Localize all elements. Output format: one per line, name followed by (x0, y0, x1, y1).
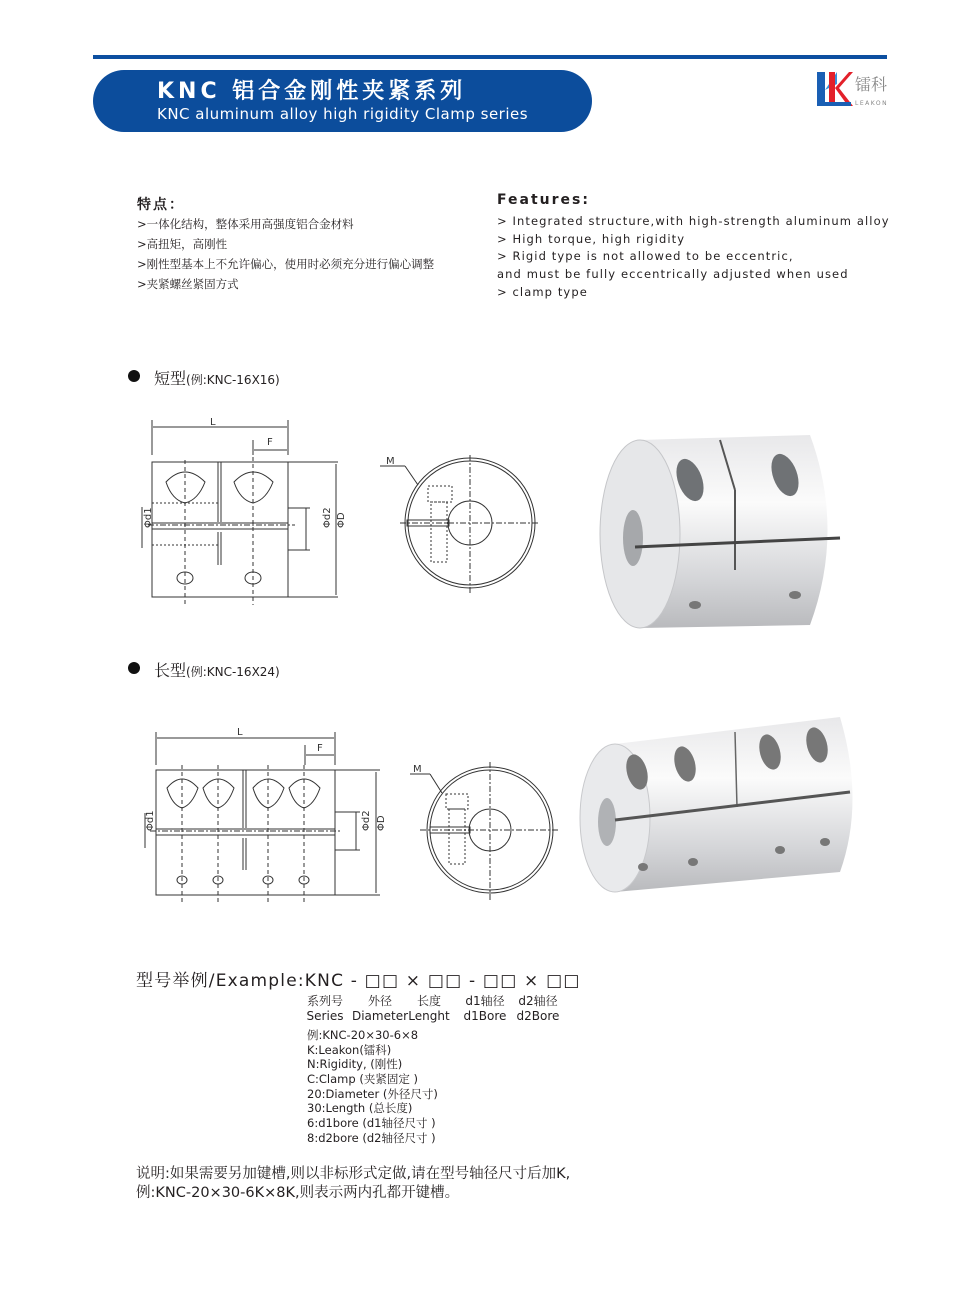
long-coupling-photo (575, 712, 860, 902)
page-subtitle: KNC aluminum alloy high rigidity Clamp series (157, 105, 529, 123)
example-column: 长度 Lenght (408, 994, 450, 1023)
top-rule (93, 55, 887, 59)
note-line: 说明:如果需要另加键槽,则以非标形式定做,请在型号轴径尺寸后加K, (136, 1166, 571, 1182)
svg-text:ΦD: ΦD (376, 815, 387, 831)
example-column: 外径 Diameter (351, 994, 409, 1023)
page-title: KNC 铝合金刚性夹紧系列 (157, 79, 467, 104)
bullet-icon (128, 370, 140, 382)
short-type-drawing (120, 410, 560, 610)
example-item: K:Leakon(镭科) (307, 1043, 392, 1057)
feature-cn-item: >一体化结构，整体采用高强度铝合金材料 (137, 217, 354, 231)
feature-cn-item: >高扭矩，高刚性 (137, 237, 228, 251)
svg-text:ΦD: ΦD (336, 512, 347, 528)
feature-en-item: > High torque, high rigidity (497, 232, 686, 246)
example-item: 例:KNC-20×30-6×8 (307, 1028, 419, 1042)
example-item: 20:Diameter (外径尺寸) (307, 1087, 438, 1101)
example-item: 8:d2bore (d2轴径尺寸 ) (307, 1131, 436, 1145)
bullet-icon (128, 662, 140, 674)
features-cn-title: 特点： (137, 197, 185, 213)
example-item: 30:Length (总长度) (307, 1101, 413, 1115)
feature-en-item: and must be fully eccentrically adjusted when used (497, 267, 849, 281)
svg-text:Φd2: Φd2 (361, 810, 372, 831)
svg-text:F: F (317, 743, 323, 754)
svg-text:Φd1: Φd1 (145, 810, 156, 831)
feature-en-item: > Rigid type is not allowed to be eccentric, (497, 249, 794, 263)
svg-text:Φd1: Φd1 (143, 507, 154, 528)
example-heading: 型号举例/Example:KNC - □□ × □□ - □□ × □□ (136, 971, 581, 991)
example-column: 系列号 Series (306, 994, 344, 1023)
feature-en-item: > Integrated structure,with high-strength aluminum alloy (497, 214, 890, 228)
feature-en-item: > clamp type (497, 285, 588, 299)
example-column: d2轴径 d2Bore (516, 994, 560, 1023)
svg-text:F: F (267, 437, 273, 448)
svg-text:L: L (210, 417, 216, 428)
short-coupling-photo (595, 430, 855, 635)
note-line: 例:KNC-20×30-6K×8K,则表示两内孔都开键槽。 (136, 1185, 460, 1201)
feature-cn-item: >刚性型基本上不允许偏心，使用时必须充分进行偏心调整 (137, 257, 435, 271)
example-column: d1轴径 d1Bore (463, 994, 507, 1023)
svg-text:LEAKON: LEAKON (855, 100, 889, 107)
features-en-title: Features: (497, 192, 590, 208)
feature-cn-item: >夹紧螺丝紧固方式 (137, 277, 239, 291)
example-item: 6:d1bore (d1轴径尺寸 ) (307, 1116, 436, 1130)
leakon-logo (815, 70, 893, 110)
svg-text:M: M (386, 456, 395, 467)
svg-text:镭科: 镭科 (855, 75, 888, 94)
example-item: N:Rigidity, (刚性) (307, 1057, 403, 1071)
example-item: C:Clamp (夹紧固定 ) (307, 1072, 418, 1086)
long-type-heading: 长型(例:KNC-16X24) (154, 661, 280, 680)
svg-text:Φd2: Φd2 (322, 507, 333, 528)
short-type-heading: 短型(例:KNC-16X16) (154, 369, 280, 388)
long-type-drawing (120, 720, 580, 910)
svg-text:L: L (237, 727, 243, 738)
svg-text:M: M (413, 764, 422, 775)
